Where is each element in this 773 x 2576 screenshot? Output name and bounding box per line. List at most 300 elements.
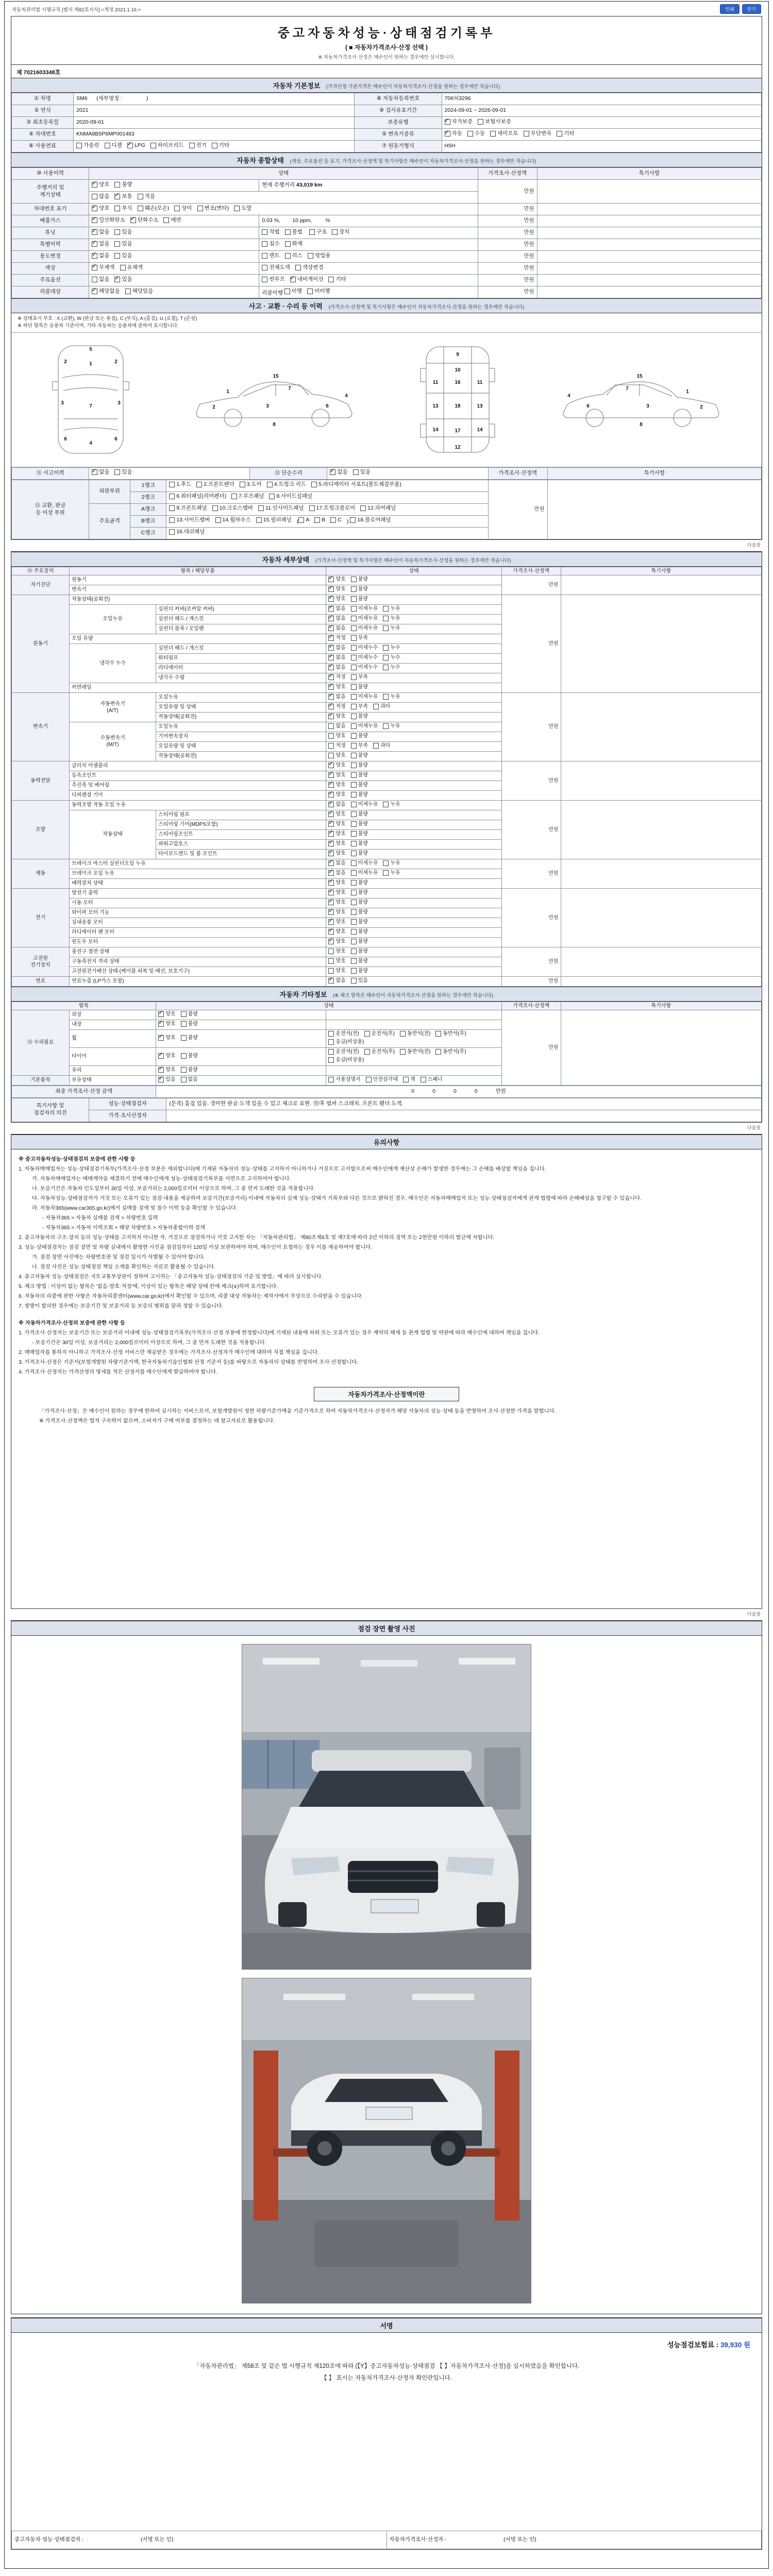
checkbox[interactable] (114, 241, 120, 247)
print-button[interactable]: 인쇄 (720, 4, 739, 14)
note-line: 2. 매매업자를 통하지 아니하고 가격조사·산정 서비스만 제공받은 경우에는 가격조사·산정자가 매수인에 대하여 직접 책임을 집니다. (19, 1350, 319, 1356)
checkbox-label: 양호 (165, 1021, 176, 1027)
checkbox[interactable] (328, 1049, 334, 1055)
checkbox[interactable] (76, 143, 82, 148)
checkbox[interactable] (328, 606, 334, 612)
checkbox[interactable] (328, 900, 334, 905)
checkbox-label: 렌트 (269, 252, 280, 259)
checkbox[interactable] (328, 743, 334, 749)
cell: 와이퍼 모터 기능 (70, 908, 326, 918)
checkbox[interactable] (328, 733, 334, 739)
diagram-part-number: 7 (89, 403, 92, 409)
note-line: 2. 중고자동차의 구조·장치 등의 성능·상태를 고지하지 아니한 자, 거짓으로 점검하거나 거짓 고지한 자는 「자동차관리법」 제80조제6호 및 제7호에 따라 2년 이하의 징역 또는 2천만원 이하의 벌금에 처합니다. (19, 1234, 495, 1241)
check-item (490, 130, 518, 138)
checkbox[interactable] (445, 131, 450, 137)
checkbox[interactable] (351, 645, 357, 651)
checkbox[interactable] (328, 831, 334, 837)
checkbox[interactable] (351, 968, 357, 974)
checkbox[interactable] (351, 851, 357, 856)
cell (537, 251, 761, 263)
checkbox[interactable] (212, 143, 217, 148)
checkbox[interactable] (557, 131, 562, 137)
checkbox[interactable] (158, 1067, 164, 1073)
cell (326, 800, 501, 810)
checkbox[interactable] (383, 665, 389, 670)
checkbox[interactable] (328, 909, 334, 915)
table-row (12, 888, 762, 898)
close-button[interactable]: 닫기 (742, 4, 761, 14)
check-item (353, 469, 371, 476)
checkbox[interactable] (181, 1067, 187, 1073)
checkbox-label: 미세누수 (358, 664, 378, 670)
checkbox[interactable] (435, 1031, 441, 1037)
checkbox[interactable] (328, 802, 334, 807)
check-item (351, 977, 368, 984)
checkbox[interactable] (181, 1035, 187, 1041)
checkbox[interactable] (328, 694, 334, 700)
checkbox[interactable] (262, 253, 267, 259)
checkbox-label: 불량 (358, 811, 368, 817)
checkbox[interactable] (328, 870, 334, 876)
checkbox[interactable] (256, 517, 262, 523)
check-item (92, 276, 109, 283)
checkbox-label: 누유 (390, 615, 400, 621)
cell: 작동상태(공회전) (156, 751, 326, 761)
checkbox[interactable] (328, 714, 334, 719)
checkbox[interactable] (130, 217, 136, 223)
checkbox[interactable] (351, 948, 357, 954)
checkbox[interactable] (138, 206, 143, 211)
checkbox[interactable] (267, 482, 273, 487)
checkbox[interactable] (351, 900, 357, 905)
checkbox[interactable] (92, 182, 97, 188)
checkbox[interactable] (364, 1031, 370, 1037)
checkbox[interactable] (328, 645, 334, 651)
checkbox[interactable] (328, 665, 334, 670)
checkbox[interactable] (158, 1011, 164, 1017)
checkbox[interactable] (351, 909, 357, 915)
cell-text: 43,019 km (296, 182, 323, 189)
check-item (138, 193, 155, 200)
checkbox[interactable] (351, 606, 357, 612)
checkbox[interactable] (169, 517, 175, 523)
check-item (328, 752, 345, 759)
checkbox[interactable] (373, 704, 379, 709)
checkbox-label: 누수 (390, 664, 400, 670)
checkbox[interactable] (114, 469, 120, 475)
checkbox[interactable] (400, 1031, 406, 1037)
checkbox[interactable] (215, 517, 221, 523)
check-item (92, 241, 109, 248)
checkbox[interactable] (181, 1011, 187, 1017)
checkbox[interactable] (351, 772, 357, 778)
checkbox[interactable] (351, 939, 357, 944)
checkbox[interactable] (350, 517, 356, 523)
checkbox-label: 없음 (335, 860, 346, 866)
checkbox[interactable] (158, 1053, 164, 1059)
checkbox[interactable] (92, 253, 97, 259)
checkbox[interactable] (92, 265, 97, 270)
check-item (364, 1030, 395, 1037)
checkbox[interactable] (328, 811, 334, 817)
cell: 배력장치 상태 (70, 878, 326, 888)
cell: 연료누출 (LP가스 포함) (70, 976, 326, 986)
checkbox[interactable] (181, 1053, 187, 1059)
checkbox[interactable] (351, 665, 357, 670)
accident-parts (11, 480, 762, 539)
checkbox[interactable] (351, 723, 357, 729)
checkbox[interactable] (351, 870, 357, 876)
checkbox[interactable] (197, 206, 203, 211)
checkbox[interactable] (158, 1021, 164, 1027)
cell-text: ( (296, 518, 299, 525)
cell: 브레이크 오일 누유 (70, 869, 326, 878)
checkbox-label: 화재 (292, 240, 303, 247)
checkbox[interactable] (328, 782, 334, 788)
check-item (445, 130, 462, 138)
checkbox[interactable] (351, 811, 357, 817)
checkbox[interactable] (351, 625, 357, 631)
checkbox[interactable] (383, 694, 389, 700)
checkbox-label: 불량 (358, 899, 368, 905)
checkbox[interactable] (212, 505, 218, 511)
check-item (328, 909, 345, 916)
checkbox[interactable] (169, 482, 175, 487)
checkbox[interactable] (373, 743, 379, 749)
checkbox-label: 양호 (335, 772, 346, 778)
checkbox[interactable] (328, 1039, 334, 1045)
checkbox[interactable] (158, 1077, 164, 1082)
checkbox[interactable] (262, 277, 267, 282)
check-item (351, 850, 368, 857)
cell: 0.03 %, 10 ppm, % (259, 215, 478, 227)
basic-info-title: 자동차 기본정보 (273, 82, 321, 90)
checkbox[interactable] (383, 655, 389, 660)
check-item (383, 664, 400, 671)
checkbox[interactable] (351, 802, 357, 807)
checkbox[interactable] (435, 1049, 441, 1055)
checkbox[interactable] (351, 958, 357, 964)
checkbox[interactable] (158, 1035, 164, 1041)
checkbox-label: 불량 (188, 1066, 198, 1073)
checkbox[interactable] (114, 229, 120, 235)
checkbox[interactable] (351, 635, 357, 641)
checkbox[interactable] (467, 131, 473, 137)
checkbox[interactable] (328, 753, 334, 758)
checkbox[interactable] (92, 241, 97, 247)
checkbox[interactable] (351, 694, 357, 700)
checkbox[interactable] (181, 1077, 187, 1082)
checkbox[interactable] (92, 469, 97, 475)
checkbox[interactable] (196, 482, 202, 487)
checkbox[interactable] (125, 289, 131, 294)
checkbox[interactable] (328, 821, 334, 827)
cell (326, 849, 501, 859)
table-row (12, 480, 762, 492)
checkbox-label: 세미오토 (497, 130, 518, 137)
checkbox[interactable] (328, 939, 334, 944)
checkbox[interactable] (290, 277, 296, 282)
checkbox[interactable] (169, 529, 175, 535)
checkbox[interactable] (383, 606, 389, 612)
diagram-part-number: 11 (432, 380, 439, 385)
checkbox[interactable] (383, 802, 389, 807)
checkbox[interactable] (328, 1077, 334, 1082)
checkbox[interactable] (351, 880, 357, 886)
checkbox[interactable] (351, 841, 357, 846)
checkbox[interactable] (328, 1031, 334, 1037)
checkbox[interactable] (351, 655, 357, 660)
checkbox[interactable] (351, 762, 357, 768)
checkbox[interactable] (328, 723, 334, 729)
checkbox[interactable] (284, 289, 290, 294)
checkbox[interactable] (92, 289, 97, 294)
checkbox[interactable] (421, 1077, 426, 1082)
checkbox[interactable] (351, 674, 357, 680)
checkbox[interactable] (231, 494, 237, 499)
checkbox[interactable] (328, 277, 334, 282)
note-line: ※ 가격조사·산정액은 법적 구속력이 없으며, 소비자가 구매 여부를 결정하는 데 참고자료로 활용됩니다. (39, 1418, 275, 1424)
checkbox[interactable] (351, 733, 357, 739)
checkbox[interactable] (328, 968, 334, 974)
checkbox[interactable] (328, 635, 334, 641)
checkbox-label: 양호 (335, 850, 346, 856)
checkbox[interactable] (351, 753, 357, 758)
checkbox[interactable] (163, 217, 169, 223)
checkbox[interactable] (105, 143, 110, 148)
checkbox-label: 15.필러패널 (263, 517, 292, 523)
check-item (351, 654, 378, 661)
checkbox[interactable] (351, 978, 357, 984)
checkbox[interactable] (445, 119, 450, 125)
checkbox[interactable] (330, 469, 335, 475)
price-info-title: 자동차가격조사·산정액이란 (314, 1387, 459, 1401)
checkbox[interactable] (240, 482, 245, 487)
checkbox[interactable] (490, 131, 496, 137)
checkbox[interactable] (174, 206, 180, 211)
form-subtitle: ( ■ 자동차가격조사·산정 선택 ) (345, 44, 428, 51)
checkbox[interactable] (328, 948, 334, 954)
checkbox[interactable] (262, 265, 267, 270)
checkbox[interactable] (328, 655, 334, 660)
cell (326, 918, 501, 927)
checkbox[interactable] (285, 241, 291, 247)
checkbox[interactable] (328, 792, 334, 798)
checkbox-label: 없음 (188, 1076, 198, 1082)
check-item (284, 288, 302, 295)
checkbox[interactable] (351, 596, 357, 602)
checkbox-label: 18.플로어패널 (357, 517, 391, 523)
checkbox-label: 불량 (358, 909, 368, 915)
checkbox-label: 양호 (335, 791, 346, 798)
check-item (351, 703, 368, 710)
checkbox[interactable] (328, 616, 334, 621)
checkbox[interactable] (383, 645, 389, 651)
checkbox[interactable] (169, 505, 175, 511)
checkbox[interactable] (332, 229, 338, 235)
checkbox[interactable] (285, 253, 291, 259)
cell (156, 1020, 326, 1029)
checkbox[interactable] (328, 586, 334, 592)
checkbox[interactable] (169, 494, 175, 499)
checkbox[interactable] (360, 505, 366, 511)
checkbox[interactable] (328, 841, 334, 846)
check-item (311, 481, 401, 488)
checkbox[interactable] (309, 505, 315, 511)
checkbox[interactable] (383, 625, 389, 631)
checkbox[interactable] (307, 289, 313, 294)
check-item (351, 938, 368, 945)
checkbox[interactable] (351, 704, 357, 709)
checkbox[interactable] (234, 206, 240, 211)
cell: 2020-09-01 (74, 117, 355, 129)
checkbox[interactable] (383, 616, 389, 621)
checkbox[interactable] (328, 851, 334, 856)
checkbox[interactable] (351, 919, 357, 925)
checkbox[interactable] (328, 772, 334, 778)
checkbox[interactable] (351, 714, 357, 719)
checkbox[interactable] (351, 684, 357, 690)
check-item (435, 1048, 466, 1055)
checkbox[interactable] (328, 880, 334, 886)
table-row (12, 215, 762, 227)
check-item (181, 1021, 198, 1027)
checkbox[interactable] (351, 792, 357, 798)
checkbox-label: 네비게이션 (297, 276, 324, 282)
checkbox[interactable] (127, 143, 133, 148)
checkbox[interactable] (114, 277, 120, 282)
checkbox[interactable] (351, 586, 357, 592)
checkbox[interactable] (383, 870, 389, 876)
checkbox[interactable] (328, 860, 334, 866)
cell (326, 604, 501, 614)
checkbox[interactable] (328, 1057, 334, 1063)
checkbox[interactable] (330, 517, 336, 523)
checkbox[interactable] (298, 517, 304, 523)
checkbox[interactable] (351, 616, 357, 621)
checkbox[interactable] (114, 182, 120, 188)
checkbox[interactable] (92, 194, 97, 199)
checkbox-label: 양호 (335, 684, 346, 690)
cell (326, 1075, 501, 1085)
cell: 고전원전기배선 상태 (케이블 피복 및 배선, 보호기구) (70, 967, 326, 976)
cell (326, 673, 501, 683)
cell (326, 839, 501, 849)
checkbox[interactable] (114, 206, 120, 211)
checkbox[interactable] (314, 517, 320, 523)
notice-block-inspection (19, 1155, 754, 1312)
checkbox[interactable] (351, 929, 357, 935)
checkbox[interactable] (92, 206, 97, 211)
check-item (212, 505, 253, 512)
checkbox-label: 있음 (122, 469, 132, 476)
checkbox[interactable] (328, 674, 334, 680)
checkbox[interactable] (351, 577, 357, 582)
checkbox[interactable] (181, 1021, 187, 1027)
note-line: ※ 자동차가격조사·산정의 보증에 관한 사항 등 (19, 1320, 125, 1327)
cell (89, 227, 259, 239)
checkbox[interactable] (383, 860, 389, 866)
check-item (114, 193, 132, 200)
checkbox-label: 양호 (165, 1053, 176, 1059)
checkbox[interactable] (295, 265, 301, 270)
header-cell: ⑨ 검사유효기간 (355, 105, 442, 117)
checkbox[interactable] (328, 929, 334, 935)
checkbox[interactable] (328, 762, 334, 768)
checkbox[interactable] (328, 625, 334, 631)
checkbox-label: 적정 (335, 703, 346, 709)
checkbox[interactable] (328, 684, 334, 690)
inspection-photo-front (242, 1644, 531, 1970)
checkbox[interactable] (262, 229, 267, 235)
check-item (285, 229, 303, 236)
checkbox[interactable] (403, 1077, 409, 1082)
checkbox[interactable] (262, 241, 267, 247)
checkbox[interactable] (351, 860, 357, 866)
checkbox[interactable] (120, 265, 126, 270)
check-item (181, 1053, 198, 1059)
checkbox[interactable] (328, 596, 334, 602)
checkbox[interactable] (351, 831, 357, 837)
checkbox[interactable] (308, 253, 313, 259)
checkbox[interactable] (150, 143, 156, 148)
checkbox[interactable] (328, 958, 334, 964)
checkbox[interactable] (351, 890, 357, 895)
checkbox[interactable] (478, 119, 483, 125)
checkbox[interactable] (353, 469, 359, 475)
checkbox[interactable] (92, 217, 97, 223)
checkbox[interactable] (328, 890, 334, 895)
checkbox[interactable] (114, 253, 120, 259)
checkbox[interactable] (138, 194, 143, 199)
checkbox[interactable] (366, 1077, 372, 1082)
checkbox[interactable] (328, 577, 334, 582)
checkbox[interactable] (351, 743, 357, 749)
cell (442, 117, 761, 129)
checkbox[interactable] (285, 229, 291, 235)
checkbox[interactable] (351, 821, 357, 827)
note-line: 3. 가격조사·산정은 기준서(보험개발원 차량기준가액, 한국자동차기술인협회 산정 기준서 등)를 바탕으로 자동차의 상태를 반영하여 조사·산정합니다. (19, 1360, 359, 1366)
header-cell: C랭크 (130, 527, 166, 539)
checkbox[interactable] (364, 1049, 370, 1055)
checkbox-label: 양호 (335, 586, 346, 592)
checkbox[interactable] (258, 505, 264, 511)
checkbox[interactable] (269, 494, 275, 499)
checkbox[interactable] (92, 277, 97, 282)
checkbox[interactable] (351, 782, 357, 788)
overall-condition-table (11, 167, 762, 298)
checkbox[interactable] (383, 723, 389, 729)
checkbox[interactable] (524, 131, 529, 137)
checkbox[interactable] (311, 482, 317, 487)
check-item (285, 252, 303, 260)
cell-text: 현재 주행거리 (262, 182, 297, 189)
table-row (12, 1010, 762, 1020)
checkbox[interactable] (189, 143, 195, 148)
checkbox[interactable] (309, 229, 315, 235)
checkbox[interactable] (114, 194, 120, 199)
checkbox[interactable] (328, 978, 334, 984)
check-item (114, 252, 132, 260)
checkbox-label: 적정 (335, 742, 346, 749)
checkbox-label: 미세누유 (358, 860, 378, 866)
checkbox[interactable] (92, 229, 97, 235)
diagram-part-number: 1 (226, 389, 229, 395)
checkbox[interactable] (328, 919, 334, 925)
checkbox[interactable] (328, 704, 334, 709)
checkbox[interactable] (400, 1049, 406, 1055)
cell (561, 575, 761, 595)
